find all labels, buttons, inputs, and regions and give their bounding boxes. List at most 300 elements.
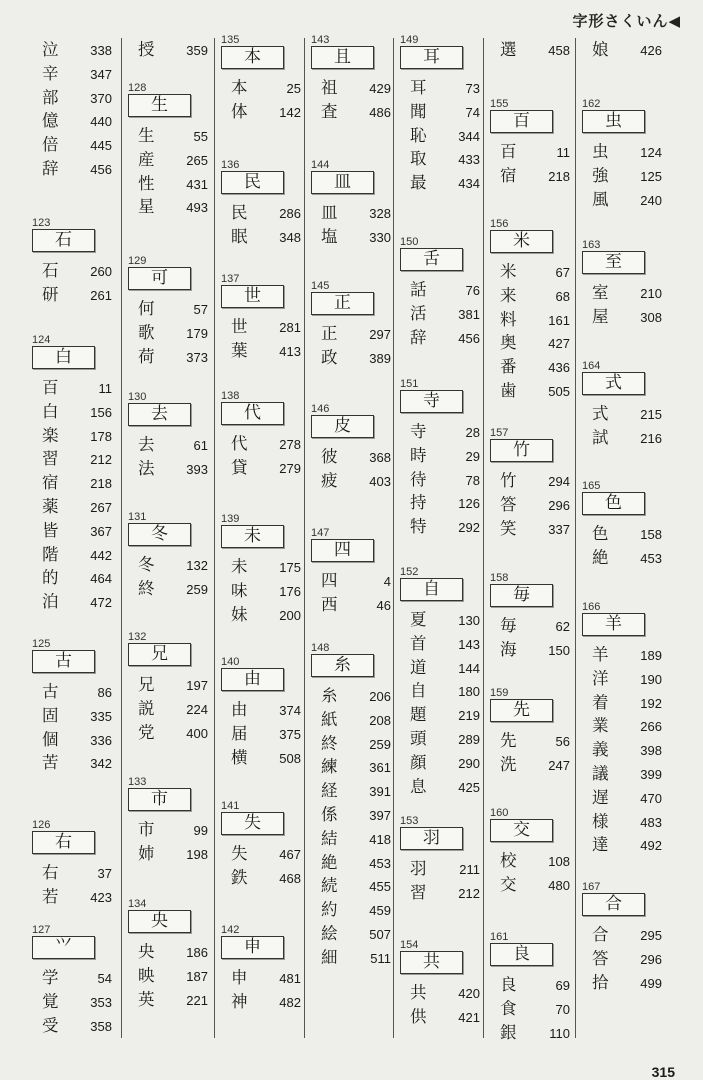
index-entry	[311, 76, 395, 100]
index-entry	[221, 966, 305, 990]
index-entry	[400, 124, 484, 148]
group-number: 155	[490, 98, 509, 110]
page-reference: 459	[369, 903, 391, 919]
index-entry	[221, 456, 305, 480]
page-reference: 427	[548, 336, 570, 352]
page-reference: 468	[279, 870, 301, 886]
index-entry	[32, 590, 120, 614]
index-entry	[490, 729, 576, 753]
page-reference: 265	[186, 152, 208, 168]
index-entry	[400, 171, 484, 195]
kanji-character: 歯	[500, 380, 517, 400]
kanji-character: 個	[42, 729, 59, 749]
index-entry	[128, 577, 214, 601]
kanji-character: 羽	[410, 859, 427, 878]
page-reference: 4	[383, 574, 391, 589]
page-reference: 219	[458, 708, 480, 724]
radical-box: 羊	[582, 613, 645, 636]
index-entry	[490, 997, 576, 1021]
kanji-character: 何	[138, 299, 155, 318]
kanji-character: 届	[231, 723, 248, 743]
entry-list	[582, 281, 672, 329]
page-reference: 434	[458, 176, 480, 192]
index-entry	[582, 971, 672, 995]
entry-list	[490, 729, 576, 777]
kanji-character: 息	[410, 776, 427, 796]
index-entry	[400, 76, 484, 100]
kanji-character: 習	[42, 449, 59, 469]
index-entry	[311, 469, 395, 493]
page-reference: 420	[458, 986, 480, 1001]
kanji-character: 産	[138, 149, 155, 169]
kanji-character: 眠	[231, 226, 248, 246]
kanji-character: 待	[410, 469, 427, 489]
page-reference: 130	[458, 613, 480, 628]
group-number: 167	[582, 881, 601, 893]
kanji-character: 風	[592, 189, 609, 209]
kanji-character: 未	[231, 557, 248, 576]
page-reference: 259	[186, 581, 208, 597]
kanji-character: 強	[592, 165, 609, 185]
index-entry	[311, 851, 395, 875]
kanji-character: 義	[592, 740, 609, 760]
group-number: 138	[221, 390, 240, 402]
page-reference: 358	[90, 1018, 112, 1034]
page-reference: 368	[369, 450, 391, 465]
group-number: 164	[582, 360, 601, 372]
group-number: 165	[582, 480, 601, 492]
kanji-character: 糸	[321, 686, 338, 705]
page-reference: 433	[458, 152, 480, 168]
index-entry	[311, 755, 395, 779]
kanji-character: 階	[42, 544, 59, 564]
page-reference: 492	[640, 838, 662, 854]
index-entry	[311, 225, 395, 249]
kanji-character: 洋	[592, 668, 609, 688]
index-entry	[490, 140, 576, 164]
column-divider	[121, 38, 122, 1038]
kanji-character: 着	[592, 692, 609, 712]
page-reference: 144	[458, 660, 480, 676]
index-entry	[128, 195, 214, 219]
index-entry	[582, 810, 672, 834]
entry-list	[128, 673, 214, 744]
index-entry	[221, 225, 305, 249]
radical-box: 正	[311, 292, 374, 315]
page-reference: 472	[90, 595, 112, 611]
kanji-character: 結	[321, 828, 338, 848]
group-number: 133	[128, 776, 147, 788]
kanji-character: 奥	[500, 333, 517, 353]
kanji-character: 洗	[500, 754, 517, 774]
kanji-character: 辞	[410, 327, 427, 347]
page-reference: 442	[90, 547, 112, 563]
entry-list	[311, 201, 395, 249]
index-entry	[400, 679, 484, 703]
page-reference: 197	[186, 678, 208, 693]
kanji-character: 番	[500, 357, 517, 377]
index-entry	[221, 201, 305, 225]
page-reference: 375	[279, 726, 301, 742]
page-reference: 493	[186, 200, 208, 216]
kanji-character: 聞	[410, 101, 427, 121]
kanji-character: 右	[42, 863, 59, 882]
index-entry	[128, 964, 214, 988]
group-number: 159	[490, 687, 509, 699]
index-entry	[582, 164, 672, 188]
index-entry	[221, 339, 305, 363]
kanji-character: 貸	[231, 457, 248, 477]
kanji-character: 室	[592, 283, 609, 302]
entry-list	[221, 555, 305, 626]
page-reference: 464	[90, 571, 112, 587]
group-number: 142	[221, 924, 240, 936]
radical-box: 右	[32, 831, 95, 854]
entry-list	[582, 522, 672, 570]
index-entry	[32, 861, 120, 885]
kanji-character: 話	[410, 280, 427, 299]
page-reference: 458	[548, 43, 570, 58]
entry-list	[128, 553, 214, 601]
radical-box: 世	[221, 285, 284, 308]
page-reference: 46	[376, 597, 391, 613]
group-number: 151	[400, 378, 419, 390]
index-entry	[490, 1021, 576, 1045]
kanji-character: 疲	[321, 470, 338, 490]
index-entry	[32, 86, 120, 110]
entry-list	[32, 861, 120, 909]
page-reference: 25	[286, 81, 301, 96]
entry-list	[582, 402, 672, 450]
page-reference: 279	[279, 460, 301, 476]
page-reference: 481	[279, 971, 301, 986]
page-reference: 110	[549, 1025, 570, 1041]
radical-box: ⺍	[32, 936, 95, 959]
page-reference: 374	[279, 703, 301, 718]
page-reference: 11	[98, 381, 112, 396]
page-reference: 56	[555, 734, 570, 749]
kanji-character: 拾	[592, 972, 609, 992]
kanji-character: 持	[410, 493, 427, 513]
entry-list	[221, 432, 305, 480]
page-reference: 413	[279, 343, 301, 359]
entry-list	[221, 315, 305, 363]
index-entry	[311, 708, 395, 732]
radical-box: 古	[32, 650, 95, 673]
page-reference: 453	[369, 855, 391, 871]
kanji-character: 生	[138, 126, 155, 145]
page-reference: 389	[369, 350, 391, 366]
page-reference: 486	[369, 104, 391, 120]
index-entry	[221, 866, 305, 890]
index-entry	[32, 447, 120, 471]
index-entry	[490, 493, 576, 517]
kanji-character: 泊	[42, 592, 59, 612]
entry-list	[311, 569, 395, 617]
page-reference: 178	[90, 428, 112, 444]
radical-box: 由	[221, 668, 284, 691]
index-entry	[32, 751, 120, 775]
entry-list	[490, 614, 576, 662]
radical-box: 石	[32, 229, 95, 252]
radical-box: 合	[582, 893, 645, 916]
kanji-character: 説	[138, 698, 155, 718]
kanji-character: 食	[500, 998, 517, 1018]
group-number: 152	[400, 566, 419, 578]
kanji-character: 恥	[410, 125, 427, 145]
index-entry	[490, 331, 576, 355]
group-number: 161	[490, 931, 509, 943]
kanji-character: 研	[42, 284, 59, 304]
entry-list	[128, 940, 214, 1011]
page-reference: 212	[458, 885, 480, 901]
page-reference: 330	[369, 229, 391, 245]
index-entry	[128, 457, 214, 481]
page-reference: 99	[193, 823, 208, 838]
radical-box: 羽	[400, 827, 463, 850]
index-entry	[582, 786, 672, 810]
kanji-character: 来	[500, 285, 517, 305]
kanji-character: 歌	[138, 322, 155, 342]
page-reference: 335	[90, 708, 112, 724]
index-entry	[128, 172, 214, 196]
entry-list	[221, 698, 305, 769]
page-reference: 391	[369, 784, 391, 800]
kanji-character: 交	[500, 874, 517, 894]
page-reference: 455	[369, 879, 391, 895]
page-reference: 125	[640, 168, 662, 184]
index-entry	[128, 148, 214, 172]
radical-box: 毎	[490, 584, 553, 607]
page-reference: 278	[279, 437, 301, 452]
page-reference: 259	[369, 736, 391, 752]
group-number: 166	[582, 601, 601, 613]
kanji-character: 首	[410, 633, 427, 653]
kanji-character: 覚	[42, 991, 59, 1011]
page-reference: 425	[458, 779, 480, 795]
entry-list	[582, 643, 672, 857]
group-number: 136	[221, 159, 240, 171]
page-reference: 175	[279, 560, 301, 575]
kanji-character: 顔	[410, 752, 427, 772]
radical-box: 至	[582, 251, 645, 274]
index-entry	[490, 469, 576, 493]
page-reference: 187	[186, 968, 208, 984]
index-entry	[221, 432, 305, 456]
kanji-character: 若	[42, 886, 59, 906]
index-entry	[582, 643, 672, 667]
group-number: 160	[490, 807, 509, 819]
kanji-character: 的	[42, 568, 59, 588]
index-entry	[400, 278, 484, 302]
entry-list	[490, 140, 576, 188]
kanji-character: 泣	[42, 40, 59, 59]
index-entry	[582, 833, 672, 857]
kanji-character: 習	[410, 882, 427, 902]
entry-list	[582, 923, 672, 994]
group-number: 148	[311, 642, 330, 654]
page-reference: 143	[458, 636, 480, 652]
page-reference: 61	[193, 438, 208, 453]
radical-box: 兄	[128, 643, 191, 666]
kanji-character: 羊	[592, 645, 609, 664]
kanji-character: 娘	[592, 40, 609, 59]
index-entry	[490, 753, 576, 777]
kanji-character: 続	[321, 876, 338, 896]
kanji-character: 合	[592, 925, 609, 944]
index-entry	[311, 732, 395, 756]
radical-box: 色	[582, 492, 645, 515]
page-reference: 403	[369, 473, 391, 489]
page-reference: 190	[640, 671, 662, 687]
kanji-character: 石	[42, 261, 59, 280]
page-reference: 108	[548, 854, 570, 869]
page-reference: 289	[458, 731, 480, 747]
page-reference: 296	[640, 951, 662, 967]
entry-list	[400, 278, 484, 349]
index-entry	[490, 873, 576, 897]
kanji-character: 答	[500, 494, 517, 514]
entry-list	[32, 966, 120, 1037]
index-entry	[311, 445, 395, 469]
index-entry	[32, 990, 120, 1014]
index-entry	[582, 714, 672, 738]
kanji-character: 宿	[500, 165, 517, 185]
index-entry	[400, 775, 484, 799]
kanji-character: 頭	[410, 728, 427, 748]
kanji-character: 皿	[321, 203, 338, 222]
kanji-character: 式	[592, 404, 609, 423]
page-reference: 74	[465, 104, 480, 120]
radical-box: 皮	[311, 415, 374, 438]
page-reference: 218	[548, 168, 570, 184]
kanji-character: 校	[500, 851, 517, 870]
radical-box: 生	[128, 94, 191, 117]
group-number: 139	[221, 513, 240, 525]
kanji-character: 経	[321, 781, 338, 801]
page-reference: 186	[186, 945, 208, 960]
page-reference: 423	[90, 889, 112, 905]
index-entry	[311, 201, 395, 225]
index-entry	[582, 923, 672, 947]
radical-box: 冬	[128, 523, 191, 546]
page-reference: 179	[186, 325, 208, 341]
kanji-character: 共	[410, 983, 427, 1002]
page-reference: 216	[640, 430, 662, 446]
group-number: 150	[400, 236, 419, 248]
kanji-character: 辛	[42, 63, 59, 83]
index-entry	[32, 109, 120, 133]
index-entry	[582, 188, 672, 212]
radical-box: 舌	[400, 248, 463, 271]
index-entry	[490, 638, 576, 662]
kanji-character: 供	[410, 1006, 427, 1026]
group-number: 124	[32, 334, 51, 346]
index-entry	[128, 842, 214, 866]
kanji-character: 四	[321, 571, 338, 590]
kanji-character: 終	[321, 733, 338, 753]
entry-list	[128, 124, 214, 219]
kanji-character: 古	[42, 682, 59, 701]
page-reference: 86	[97, 685, 112, 700]
index-entry	[311, 946, 395, 970]
radical-box: 寺	[400, 390, 463, 413]
index-entry	[311, 322, 395, 346]
index-entry	[128, 697, 214, 721]
group-number: 137	[221, 273, 240, 285]
index-entry	[311, 898, 395, 922]
page-reference: 76	[465, 283, 480, 298]
index-section-title: 字形さくいん◀	[572, 12, 681, 30]
index-entry	[32, 566, 120, 590]
index-entry	[32, 543, 120, 567]
page-reference: 211	[459, 862, 480, 877]
index-entry	[400, 468, 484, 492]
page-reference: 267	[90, 499, 112, 515]
radical-box: 虫	[582, 110, 645, 133]
page-reference: 62	[555, 619, 570, 634]
kanji-character: 姉	[138, 843, 155, 863]
group-number: 143	[311, 34, 330, 46]
kanji-character: 時	[410, 445, 427, 465]
index-entry	[32, 519, 120, 543]
kanji-character: 央	[138, 942, 155, 961]
page-reference: 398	[640, 743, 662, 759]
index-entry	[311, 827, 395, 851]
index-entry	[582, 426, 672, 450]
page-reference: 73	[465, 81, 480, 96]
index-entry	[221, 842, 305, 866]
index-entry	[490, 614, 576, 638]
entry-list	[400, 857, 484, 905]
kanji-character: 星	[138, 197, 155, 217]
kanji-character: 米	[500, 262, 517, 281]
entry-list	[221, 201, 305, 249]
page-reference: 353	[90, 994, 112, 1010]
kanji-character: 去	[138, 435, 155, 454]
group-number: 130	[128, 391, 147, 403]
page-reference: 429	[369, 81, 391, 96]
index-entry	[311, 100, 395, 124]
index-entry	[128, 297, 214, 321]
radical-box: 白	[32, 346, 95, 369]
index-entry	[32, 62, 120, 86]
page-reference: 132	[186, 558, 208, 573]
group-number: 149	[400, 34, 419, 46]
page-reference: 215	[640, 407, 662, 422]
group-number: 128	[128, 82, 147, 94]
kanji-character: 良	[500, 975, 517, 994]
kanji-character: 業	[592, 716, 609, 736]
page-reference: 308	[640, 309, 662, 325]
radical-box: 失	[221, 812, 284, 835]
index-entry	[400, 981, 484, 1005]
index-entry	[32, 133, 120, 157]
page-reference: 11	[556, 145, 570, 160]
index-entry	[32, 38, 120, 62]
radical-box: 百	[490, 110, 553, 133]
group-number: 141	[221, 800, 240, 812]
page-reference: 240	[640, 192, 662, 208]
entry-list	[311, 684, 395, 970]
page-reference: 507	[369, 926, 391, 942]
page-reference: 328	[369, 206, 391, 221]
page-reference: 482	[279, 994, 301, 1010]
index-entry	[128, 988, 214, 1012]
index-entry	[400, 515, 484, 539]
page-reference: 373	[186, 349, 208, 365]
kanji-character: 由	[231, 700, 248, 719]
